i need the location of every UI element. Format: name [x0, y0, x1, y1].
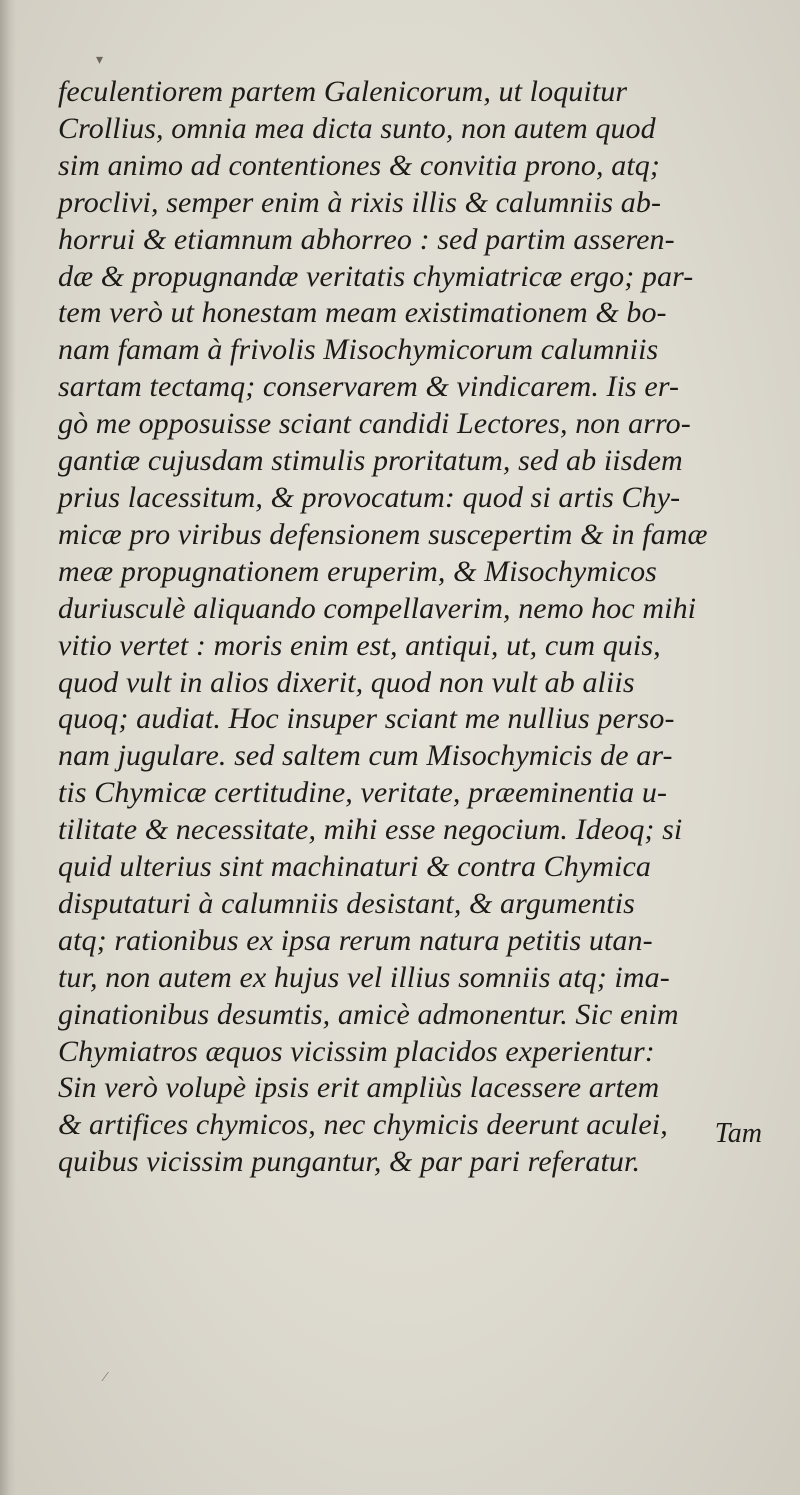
- text-line: quid ulterius sint machinaturi & contra Chymica: [58, 850, 652, 884]
- text-line: proclivi, semper enim à rixis illis & calumniis ab-: [58, 185, 662, 219]
- text-line: tem verò ut honestam meam existimationem & bo-: [58, 296, 667, 330]
- text-line: gò me opposuisse sciant candidi Lectores, non arro-: [58, 407, 691, 441]
- latin-text-body: [58, 74, 778, 1181]
- text-line: nam famam à frivolis Misochymicorum calumniis: [58, 333, 659, 367]
- text-line: sartam tectamq; conservarem & vindicarem. Iis er-: [58, 370, 680, 404]
- text-line: prius lacessitum, & provocatum: quod si artis Chy-: [58, 480, 681, 514]
- text-line: atq; rationibus ex ipsa rerum natura petitis utan-: [58, 923, 653, 957]
- text-line: meæ propugnationem eruperim, & Misochymicos: [58, 554, 657, 588]
- text-line: ginationibus desumtis, amicè admonentur. Sic enim: [58, 997, 679, 1031]
- text-line: tur, non autem ex hujus vel illius somniis atq; ima-: [58, 960, 670, 994]
- text-line: Crollius, omnia mea dicta sunto, non autem quod: [58, 111, 656, 145]
- text-line: Sin verò volupè ipsis erit ampliùs lacessere artem: [58, 1071, 660, 1105]
- text-line: vitio vertet : moris enim est, antiqui, ut, cum quis,: [58, 628, 661, 662]
- text-line: tis Chymicæ certitudine, veritate, præeminentia u-: [58, 776, 668, 810]
- text-line: quibus vicissim pungantur, & par pari referatur.: [58, 1145, 641, 1179]
- text-line: micæ pro viribus defensionem suscepertim & in famæ: [58, 517, 708, 551]
- ink-speck: ▾: [96, 53, 104, 68]
- text-line: quod vult in alios dixerit, quod non vult ab aliis: [58, 665, 635, 699]
- text-line: tilitate & necessitate, mihi esse negocium. Ideoq; si: [58, 813, 683, 847]
- ink-speck: ⁄: [104, 1370, 107, 1385]
- text-line: horrui & etiamnum abhorreo : sed partim asseren-: [58, 222, 675, 256]
- text-line: feculentiorem partem Galenicorum, ut loquitur: [58, 75, 628, 108]
- text-line: gantiæ cujusdam stimulis proritatum, sed ab iisdem: [58, 444, 683, 478]
- text-line: sim animo ad contentiones & convitia prono, atq;: [58, 148, 660, 182]
- text-line: duriusculè aliquando compellaverim, nemo hoc mihi: [58, 591, 697, 625]
- text-line: nam jugulare. sed saltem cum Misochymicis de ar-: [58, 739, 673, 773]
- text-line: disputaturi à calumniis desistant, & argumentis: [58, 886, 635, 920]
- page-gutter-shadow: [0, 0, 16, 1495]
- text-line: Chymiatros æquos vicissim placidos experientur:: [58, 1034, 655, 1068]
- catchword: Tam: [714, 1118, 762, 1149]
- text-line: & artifices chymicos, nec chymicis deerunt aculei,: [58, 1108, 668, 1142]
- text-line: dæ & propugnandæ veritatis chymiatricæ ergo; par-: [58, 259, 694, 293]
- text-line: quoq; audiat. Hoc insuper sciant me nullius perso-: [58, 702, 675, 736]
